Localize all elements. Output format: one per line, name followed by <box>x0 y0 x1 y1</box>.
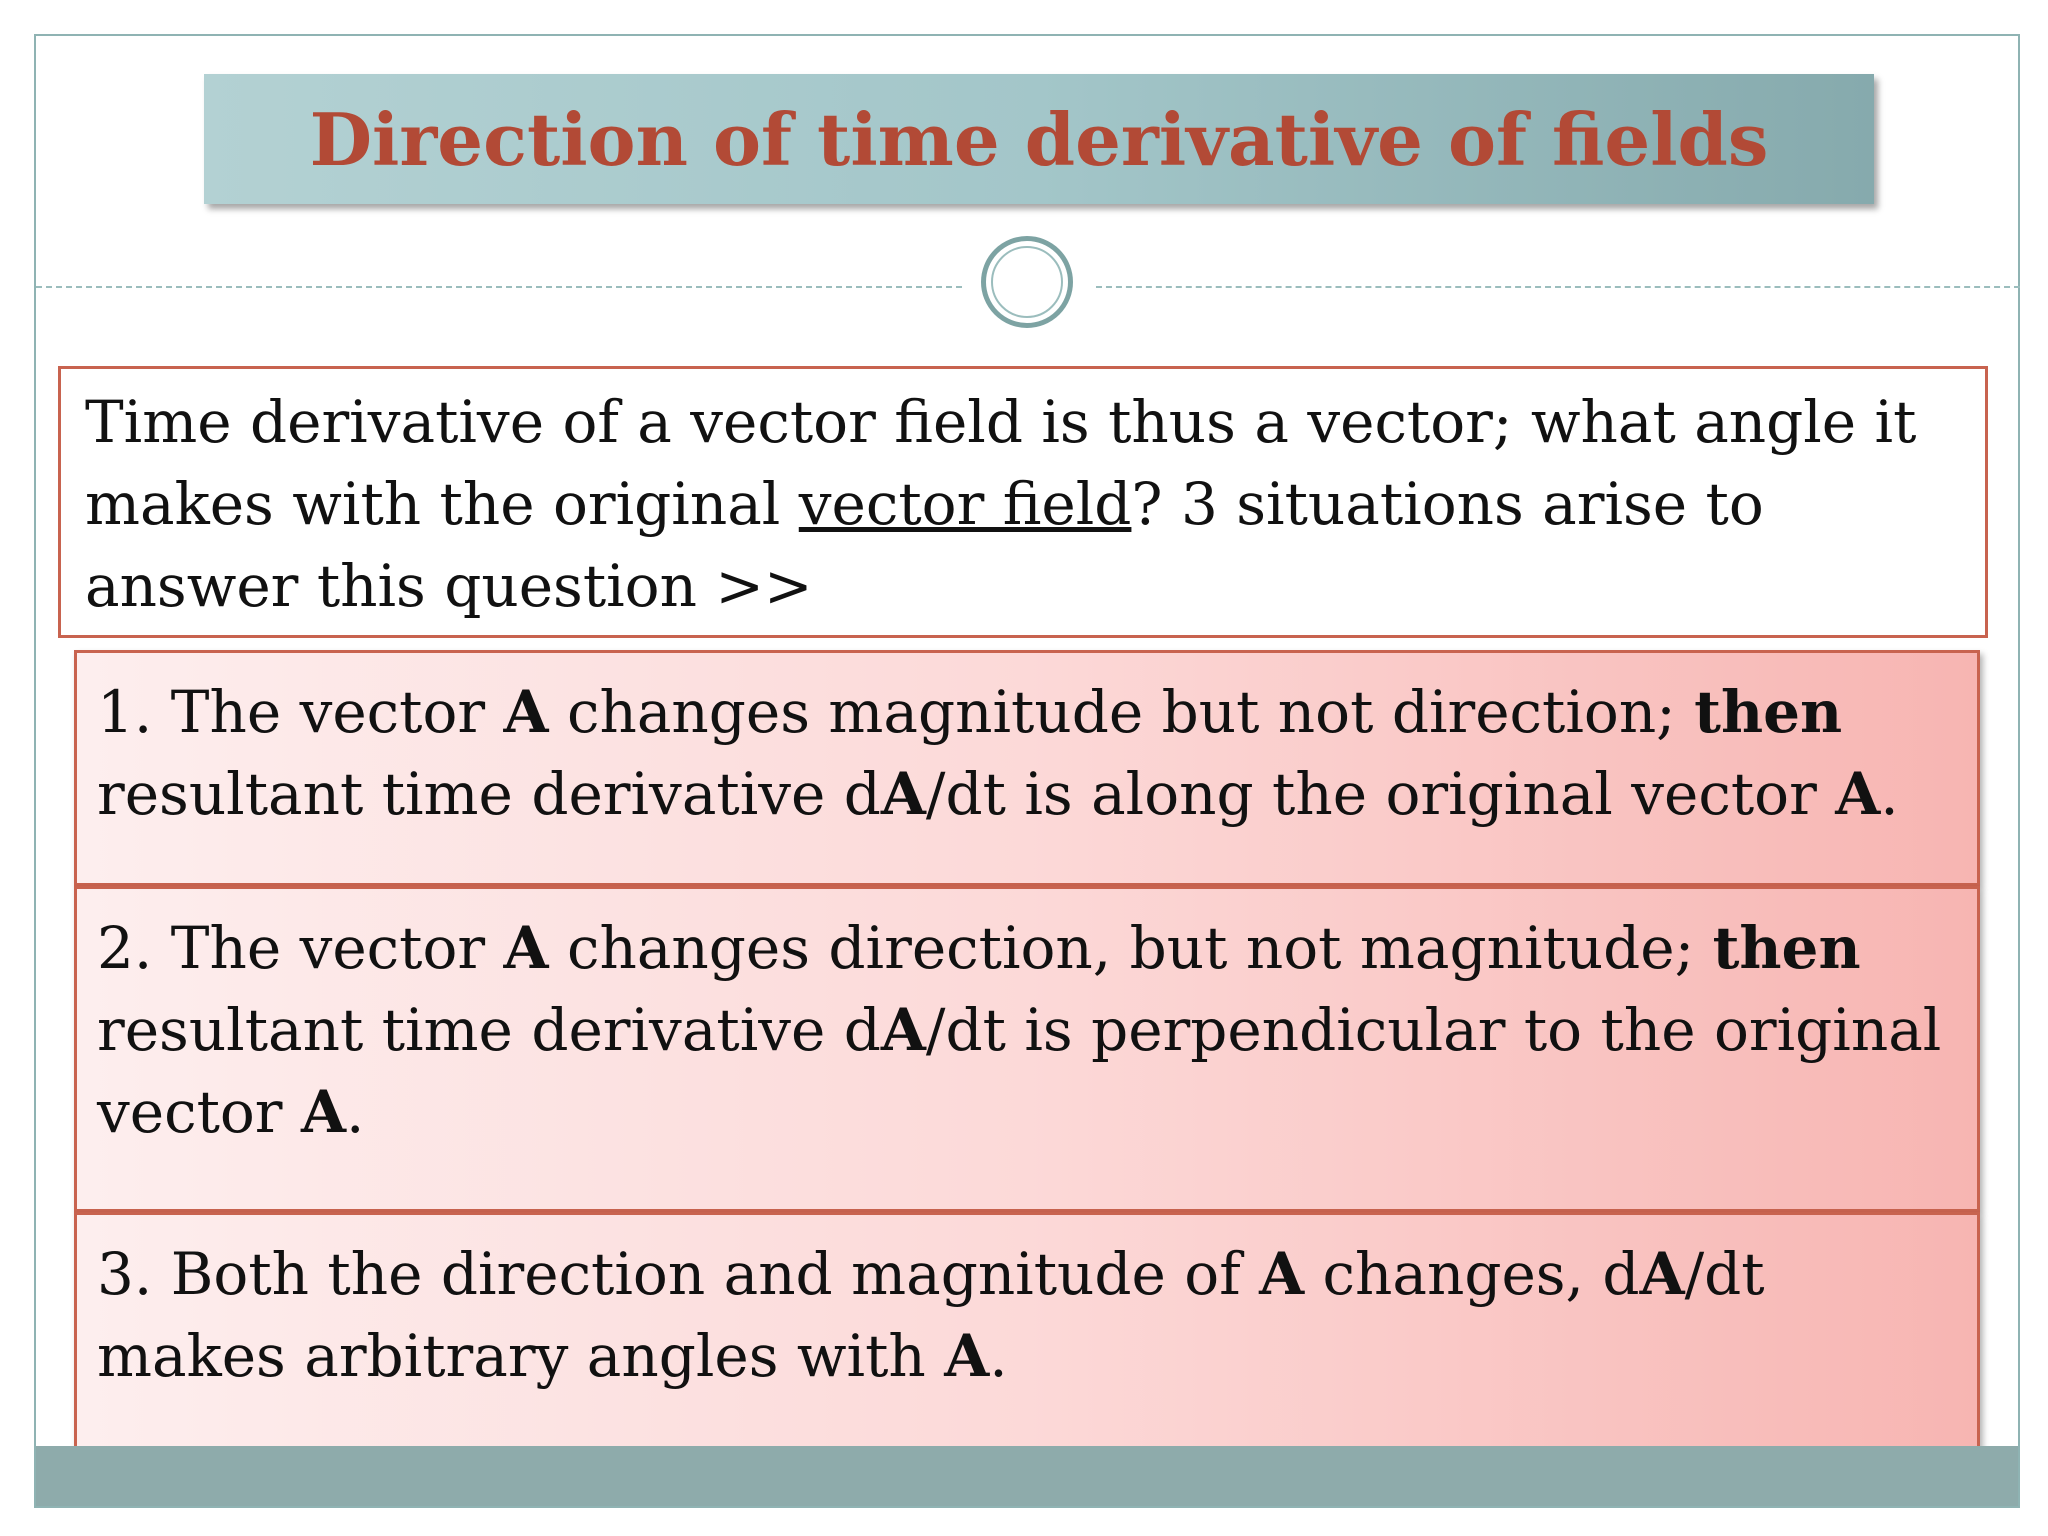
case-2-bold: A <box>300 1078 346 1146</box>
case-1-bold: A <box>503 678 549 746</box>
case-1-bold: A <box>1835 760 1881 828</box>
case-2-text: changes direction, but not magnitude; <box>548 914 1713 982</box>
case-3-text: 3. Both the direction and magnitude of <box>97 1240 1260 1308</box>
slide <box>34 34 2020 1508</box>
divider-line-left <box>36 286 962 288</box>
case-1-text: . <box>1880 760 1899 828</box>
intro-link-vector-field[interactable]: vector field <box>798 470 1132 538</box>
intro-text-box <box>58 366 1988 638</box>
case-1-text: resultant time derivative d <box>97 760 881 828</box>
divider-circle-icon <box>981 236 1073 328</box>
slide-title: Direction of time derivative of fields <box>309 96 1769 182</box>
case-box-1 <box>74 650 1980 886</box>
case-3-bold: A <box>944 1322 990 1390</box>
case-box-3 <box>74 1212 1980 1456</box>
case-3-bold: A <box>1639 1240 1685 1308</box>
case-3-text: . <box>989 1322 1008 1390</box>
case-3-text: changes, d <box>1304 1240 1640 1308</box>
case-2-text: 2. The vector <box>97 914 504 982</box>
case-2-text: resultant time derivative d <box>97 996 881 1064</box>
divider-line-right <box>1096 286 2020 288</box>
case-box-2 <box>74 886 1980 1212</box>
case-3-text: /dt makes arbitrary angles with <box>97 1240 1765 1390</box>
case-1-bold: A <box>880 760 926 828</box>
case-2-bold: then <box>1712 914 1861 982</box>
case-1-bold: then <box>1694 678 1843 746</box>
case-2-text: . <box>345 1078 365 1146</box>
footer-bar <box>36 1446 2018 1506</box>
case-2-text: /dt is perpendicular to the original vector <box>97 996 1942 1146</box>
divider-circle-inner <box>991 246 1063 318</box>
case-1-text: /dt is along the original vector <box>925 760 1836 828</box>
intro-text-part2: ? 3 situations arise to answer this question >> <box>85 470 1764 620</box>
case-1-text: 1. The vector <box>97 678 504 746</box>
case-2-bold: A <box>880 996 926 1064</box>
title-banner <box>204 74 1874 204</box>
case-3-bold: A <box>1259 1240 1305 1308</box>
case-2-bold: A <box>503 914 549 982</box>
intro-text-part1: Time derivative of a vector field is thus a vector; what angle it makes with the original <box>85 388 1917 538</box>
case-1-text: changes magnitude but not direction; <box>548 678 1695 746</box>
